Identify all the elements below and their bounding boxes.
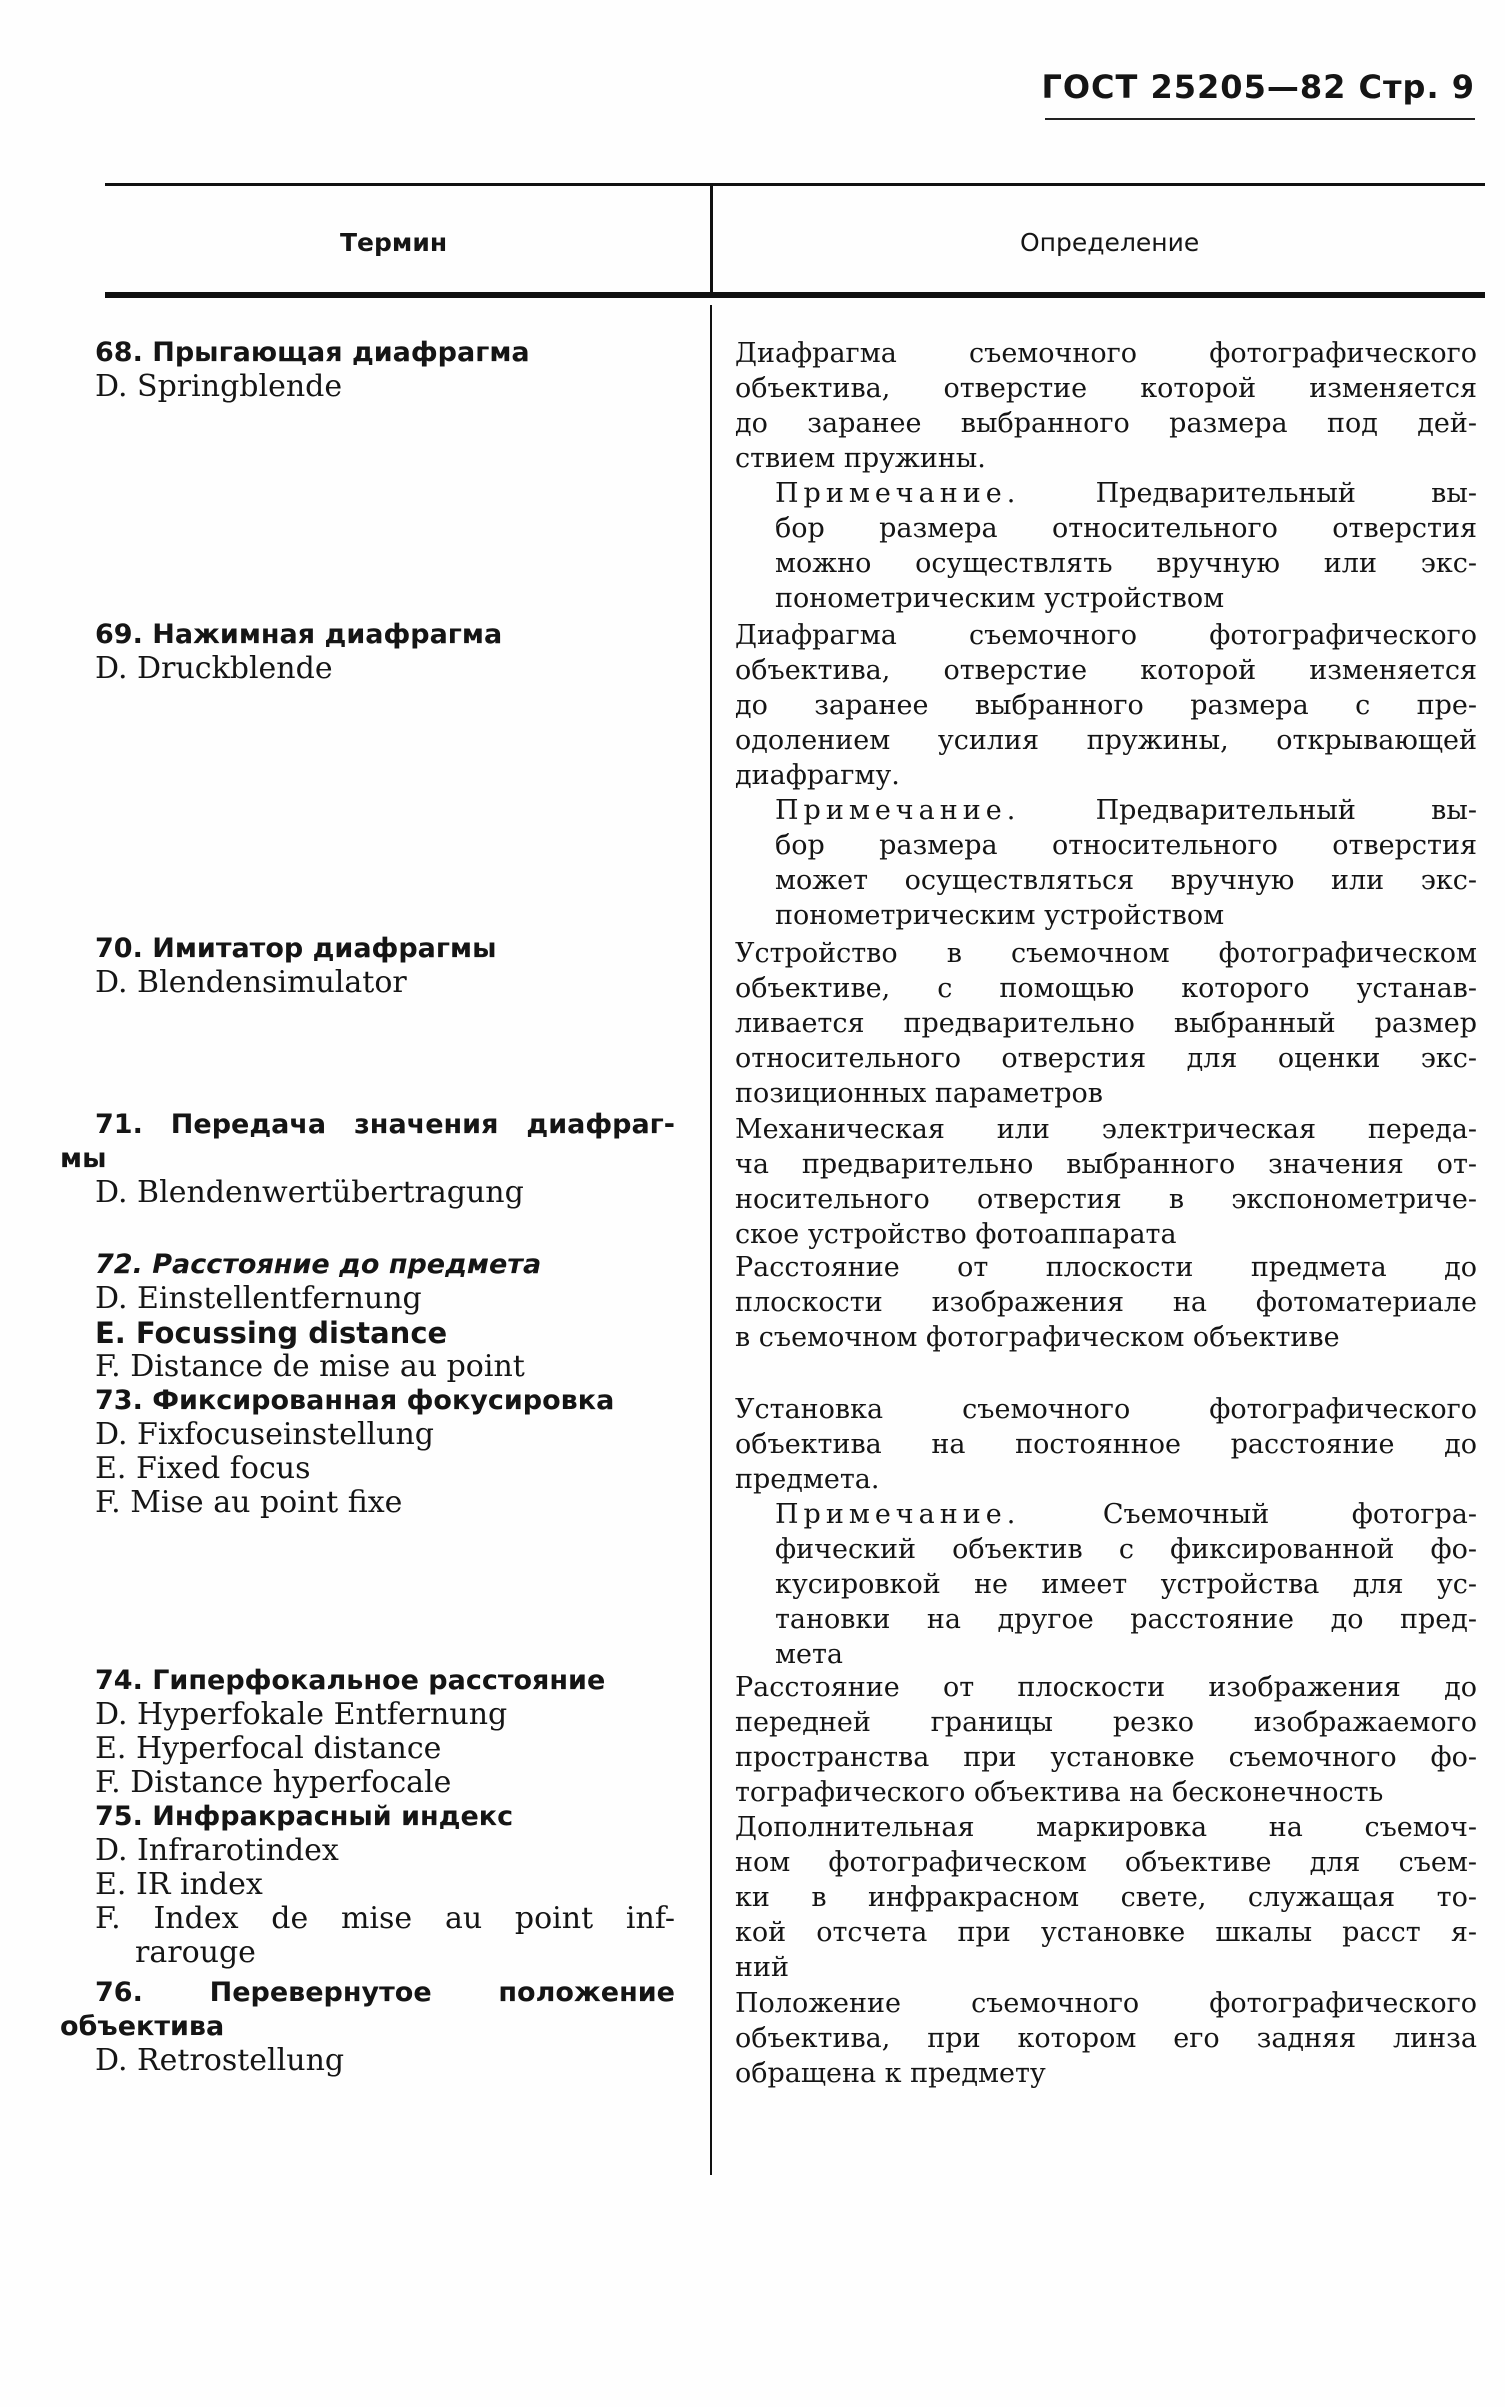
note-line: мета (775, 1639, 844, 1670)
term-translation: D. Fixfocuseinstellung (95, 1417, 434, 1452)
definition-line: диафрагму. (735, 760, 900, 791)
term-title: 76. Перевернутое положение (95, 1977, 675, 2008)
note-line: понометрическим устройством (775, 583, 1225, 614)
term-translation: D. Blendenwertübertragung (95, 1175, 524, 1210)
column-divider (710, 305, 712, 2175)
term-title: 68. Прыгающая диафрагма (95, 337, 530, 368)
table-top-rule (105, 183, 1485, 186)
column-header-definitions: Определение (1020, 228, 1200, 257)
definition-line: ствием пружины. (735, 443, 986, 474)
term-translation: E. Focussing distance (95, 1316, 448, 1350)
definition-line: Диафрагма съемочного фотографического (735, 620, 1477, 651)
term-title: 70. Имитатор диафрагмы (95, 933, 497, 964)
term-75 (95, 1800, 675, 1970)
definition-74 (735, 1670, 1477, 1810)
term-title: 72. Расстояние до предмета (95, 1249, 542, 1280)
term-title: 73. Фиксированная фокусировка (95, 1385, 615, 1416)
note-line: кусировкой не имеет устройства для ус- (775, 1569, 1477, 1600)
term-68 (95, 336, 675, 404)
definition-69 (735, 618, 1477, 933)
definition-line: носительного отверстия в экспонометриче- (735, 1184, 1477, 1215)
definition-line: Механическая или электрическая переда- (735, 1114, 1477, 1145)
term-72 (95, 1248, 675, 1384)
definition-line: ча предварительно выбранного значения от- (735, 1149, 1477, 1180)
note-line: тановки на другое расстояние до пред- (775, 1604, 1477, 1635)
term-translation: F. Index de mise au point inf- (95, 1901, 675, 1936)
note-line: фический объектив с фиксированной фо- (775, 1534, 1477, 1565)
definition-line: пространства при установке съемочного фо- (735, 1742, 1477, 1773)
definition-line: позиционных параметров (735, 1078, 1104, 1109)
note-label: Примечание. (775, 478, 1021, 509)
term-translation: F. Distance de mise au point (95, 1349, 525, 1384)
definition-line: объектива, отверстие которой изменяется (735, 655, 1477, 686)
term-translation-cont: rarouge (135, 1935, 256, 1970)
definition-line: Установка съемочного фотографического (735, 1394, 1477, 1425)
definition-76 (735, 1986, 1477, 2091)
definition-line: в съемочном фотографическом объективе (735, 1322, 1340, 1353)
note-line: бор размера относительного отверстия (775, 513, 1477, 544)
definition-72 (735, 1250, 1477, 1355)
term-translation: D. Hyperfokale Entfernung (95, 1697, 508, 1732)
term-translation: D. Retrostellung (95, 2043, 345, 2078)
term-title-cont: объектива (60, 2011, 225, 2042)
note-line: Примечание. Съемочный фотогра- (775, 1499, 1477, 1530)
note-line: можно осуществлять вручную или экс- (775, 548, 1477, 579)
definition-line: объектива, отверстие которой изменяется (735, 373, 1477, 404)
column-header-terms: Термин (340, 228, 448, 257)
definition-line: объектива, при котором его задняя линза (735, 2023, 1477, 2054)
definition-line: одолением усилия пружины, открывающей (735, 725, 1477, 756)
term-76 (60, 1976, 675, 2078)
definition-71 (735, 1112, 1477, 1252)
note-line: может осуществляться вручную или экс- (775, 865, 1477, 896)
note-label: Примечание. (775, 1499, 1021, 1530)
term-translation: D. Einstellentfernung (95, 1281, 422, 1316)
term-73 (95, 1384, 675, 1520)
term-translation: E. Fixed focus (95, 1451, 311, 1486)
term-title: 71. Передача значения диафраг- (95, 1109, 675, 1140)
term-70 (95, 932, 675, 1000)
note-line: понометрическим устройством (775, 900, 1225, 931)
term-translation: F. Mise au point fixe (95, 1485, 403, 1520)
definition-line: Расстояние от плоскости изображения до (735, 1672, 1477, 1703)
term-title: 75. Инфракрасный индекс (95, 1801, 514, 1832)
definition-line: до заранее выбранного размера с пре- (735, 690, 1477, 721)
definition-line: ливается предварительно выбранный размер (735, 1008, 1477, 1039)
term-translation: F. Distance hyperfocale (95, 1765, 452, 1800)
definition-line: ское устройство фотоаппарата (735, 1219, 1177, 1250)
term-translation: D. Druckblende (95, 651, 333, 686)
note-line: бор размера относительного отверстия (775, 830, 1477, 861)
term-translation: D. Springblende (95, 369, 343, 404)
definition-line: Диафрагма съемочного фотографического (735, 338, 1477, 369)
note-label: Примечание. (775, 795, 1021, 826)
definition-75 (735, 1810, 1477, 1985)
definition-line: передней границы резко изображаемого (735, 1707, 1477, 1738)
definition-line: обращена к предмету (735, 2058, 1046, 2089)
term-title: 74. Гиперфокальное расстояние (95, 1665, 606, 1696)
definition-line: кой отсчета при установке шкалы расст я- (735, 1917, 1477, 1948)
definition-line: предмета. (735, 1464, 880, 1495)
definition-line: ном фотографическом объективе для съем- (735, 1847, 1477, 1878)
column-divider-header (710, 183, 713, 295)
term-71 (60, 1108, 675, 1210)
term-title: 69. Нажимная диафрагма (95, 619, 503, 650)
term-74 (95, 1664, 675, 1800)
term-title-cont: мы (60, 1143, 107, 1174)
note-line: Примечание. Предварительный вы- (775, 478, 1477, 509)
definition-line: ки в инфракрасном свете, служащая то- (735, 1882, 1477, 1913)
note-line: Примечание. Предварительный вы- (775, 795, 1477, 826)
term-translation: E. IR index (95, 1867, 263, 1902)
definition-73 (735, 1392, 1477, 1672)
page-header: ГОСТ 25205—82 Стр. 9 (1041, 68, 1475, 106)
definition-line: относительного отверстия для оценки экс- (735, 1043, 1477, 1074)
definition-line: Положение съемочного фотографического (735, 1988, 1477, 2019)
definition-68 (735, 336, 1477, 616)
definition-line: объектива на постоянное расстояние до (735, 1429, 1477, 1460)
definition-line: до заранее выбранного размера под дей- (735, 408, 1477, 439)
definition-line: объективе, с помощью которого устанав- (735, 973, 1477, 1004)
table-header-rule (105, 292, 1485, 298)
definition-line: плоскости изображения на фотоматериале (735, 1287, 1477, 1318)
term-translation: E. Hyperfocal distance (95, 1731, 442, 1766)
term-69 (95, 618, 675, 686)
definition-line: Расстояние от плоскости предмета до (735, 1252, 1477, 1283)
definition-line: Дополнительная маркировка на съемоч- (735, 1812, 1477, 1843)
term-translation: D. Blendensimulator (95, 965, 407, 1000)
header-rule (1045, 118, 1475, 120)
term-translation: D. Infrarotindex (95, 1833, 339, 1868)
definition-line: тографического объектива на бесконечность (735, 1777, 1384, 1808)
definition-line: ний (735, 1952, 789, 1983)
definition-line: Устройство в съемочном фотографическом (735, 938, 1477, 969)
definition-70 (735, 936, 1477, 1111)
